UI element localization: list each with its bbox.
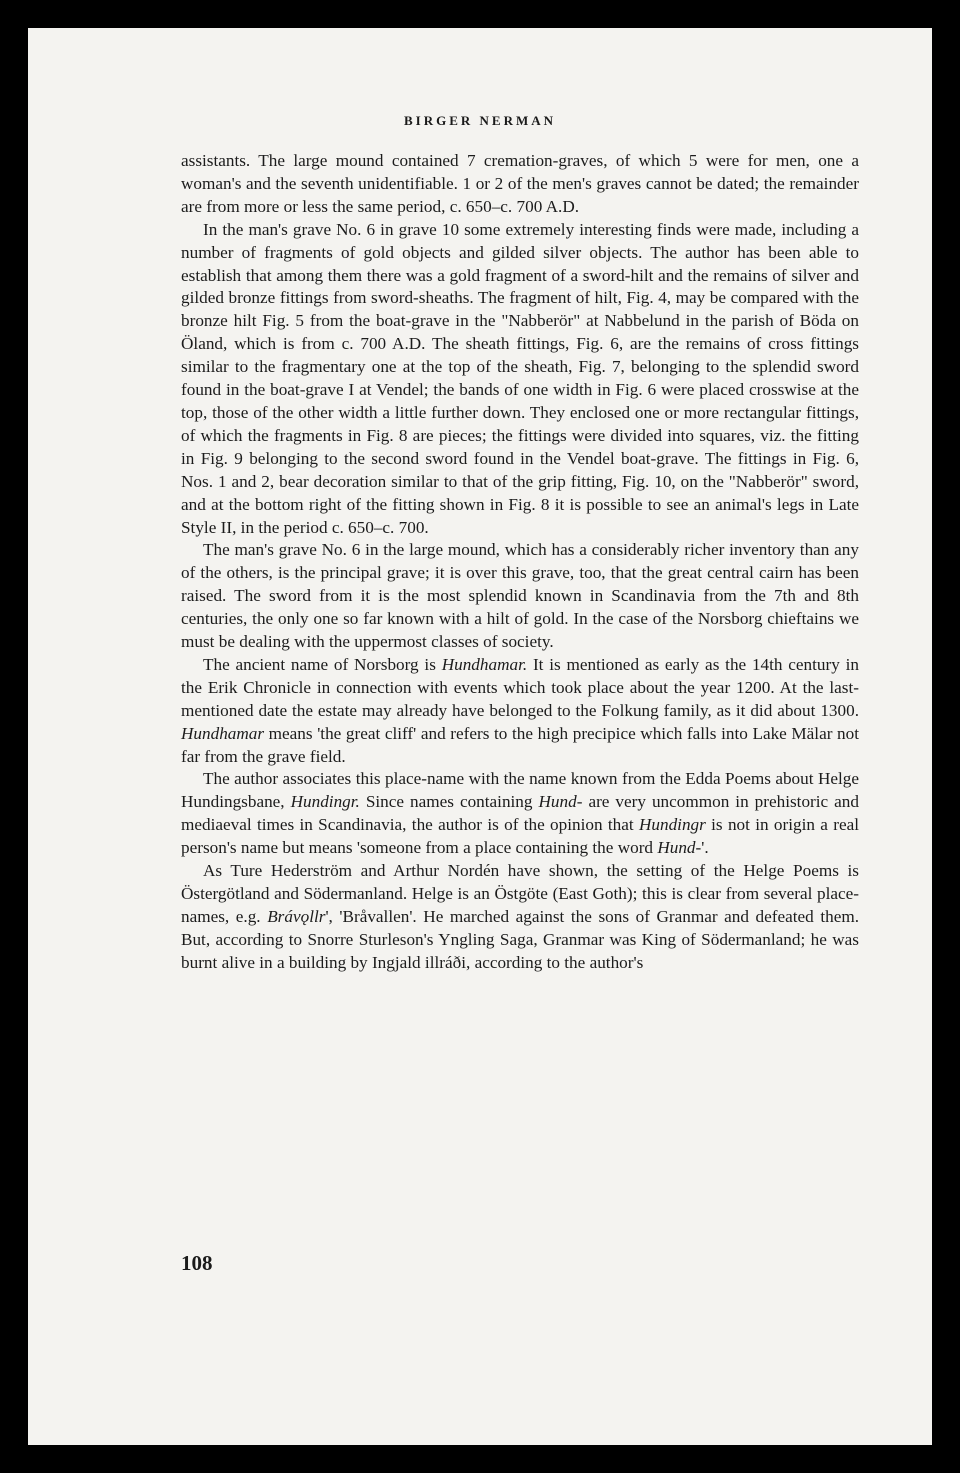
paragraph-5 bbox=[181, 768, 859, 860]
paragraph-1: assistants. The large mound contained 7 cremation-graves, of which 5 were for men, one a woman's and the seventh unidentifiable. 1 or 2 of the men's graves cannot be dated; the remainder are from more or less the same period, c. 650–c. 700 A.D. bbox=[181, 151, 859, 216]
document-page bbox=[28, 28, 932, 1445]
p5-text-e: '. bbox=[701, 838, 709, 858]
p5-italic-1: Hundingr. bbox=[290, 792, 360, 812]
p4-italic-1: Hundhamar. bbox=[441, 654, 528, 674]
paragraph-6 bbox=[181, 860, 859, 975]
p4-text-a: The ancient name of Norsborg is bbox=[203, 654, 442, 674]
p4-italic-2: Hundhamar bbox=[181, 723, 265, 743]
p5-text-c: are very uncommon in prehistoric and mediaeval times in Scandinavia, the author is of the opinion that bbox=[181, 792, 859, 835]
paragraph-3: The man's grave No. 6 in the large mound, which has a considerably richer inventory than any of the others, is the principal grave; it is over this grave, too, that the great central cairn has been raised. The sword from it is the most splendid known in Scandinavia from the 7th and 8th centuries, the only one so far known with a hilt of gold. In the case of the Norsborg chieftains we must be dealing with the uppermost classes of society. bbox=[181, 540, 859, 652]
p4-text-b: It is mentioned as early as the 14th century in the Erik Chronicle in connection with events which took place about the year 1200. At the last-mentioned date the estate may already have belonged to the Folkung family, as it did about 1300. bbox=[181, 654, 859, 720]
p5-text-a: The author associates this place-name with the name known from the Edda Poems about Helge Hundingsbane, bbox=[181, 769, 859, 812]
p6-text-a: As Ture Hederström and Arthur Nordén have shown, the setting of the Helge Poems is Östergötland and Södermanland. Helge is an Östgöte (East Goth); this is clear from several place-names, e.g. bbox=[181, 861, 859, 926]
page-number: 108 bbox=[181, 1251, 213, 1275]
p5-italic-2: Hund- bbox=[538, 792, 583, 812]
running-header: BIRGER NERMAN bbox=[403, 113, 557, 128]
p5-text-b: Since names containing bbox=[359, 792, 539, 812]
p5-text-d: is not in origin a real person's name but means 'someone from a place containing the word bbox=[181, 815, 859, 858]
p6-text-b: ', 'Bråvallen'. He marched against the sons of Granmar and defeated them. But, according to Snorre Sturleson's Yngling Saga, Granmar was King of Södermanland; he was burnt alive in a building by Ingjald illráði, according to the author's bbox=[181, 906, 859, 972]
body-text bbox=[181, 150, 859, 975]
paragraph-2: In the man's grave No. 6 in grave 10 some extremely interesting finds were made, including a number of fragments of gold objects and gilded silver objects. The author has been able to establish that among them there was a gold fragment of a sword-hilt and the remains of silver and gilded bronze fittings from sword-sheaths. The fragment of hilt, Fig. 4, may be compared with the bronze hilt Fig. 5 from the boat-grave in the "Nabberör" at Nabbelund in the parish of Böda on Öland, which is from c. 700 A.D. The sheath fittings, Fig. 6, are the remains of cross fittings similar to the fragmentary one at the top of the sheath, Fig. 7, belonging to the splendid sword found in the boat-grave I at Vendel; the bands of one width in Fig. 6 were placed crosswise at the top, those of the other width a little further down. They enclosed one or more rectangular fittings, of which the fragments in Fig. 8 are pieces; the fittings were divided into squares, viz. the fitting in Fig. 9 belonging to the second sword found in the Vendel boat-grave. The fittings in Fig. 6, Nos. 1 and 2, bear decoration similar to that of the grip fitting, Fig. 10, on the "Nabberör" sword, and at the bottom right of the fitting shown in Fig. 8 it is possible to see an animal's legs in Late Style II, in the period c. 650–c. 700. bbox=[181, 219, 859, 537]
p6-italic-1: Brávǫllr bbox=[267, 906, 326, 926]
p4-text-c: means 'the great cliff' and refers to the high precipice which falls into Lake Mälar not far from the grave field. bbox=[181, 723, 859, 766]
p5-italic-3: Hundingr bbox=[638, 815, 706, 835]
p5-italic-4: Hund- bbox=[657, 838, 702, 858]
paragraph-4 bbox=[181, 654, 859, 769]
